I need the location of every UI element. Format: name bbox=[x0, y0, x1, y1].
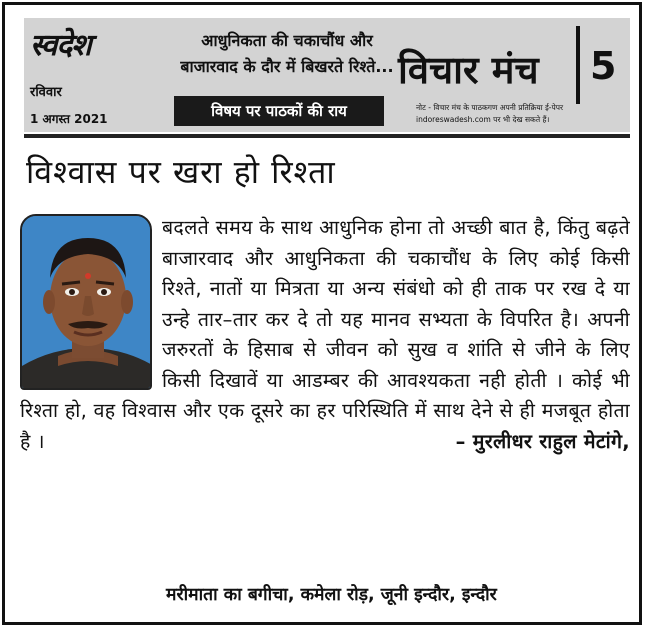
headline-line-1: आधुनिकता की चकाचौंध और bbox=[201, 31, 373, 50]
page-number: 5 bbox=[590, 44, 617, 88]
article-body bbox=[20, 213, 630, 457]
article-text: बदलते समय के साथ आधुनिक होना तो अच्छी बात है, किंतु बढ़ते बाजारवाद और आधुनिकता की चकाचौंध के लिए कोई किसी रिश्ते, नातों या मित्रता या अन्य संबंधो को ही ताक पर रख दे या उन्हे तार–तार कर दे तो यह मानव सभ्यता के विपरित है। अपनी जरुरतों के हिसाब से जीवन को सुख व शांति से जीने के लिए किसी दिखावें या आडम्बर की आवश्यकता नही होती । कोई भी रिश्ता हो, वह विश्वास और एक दूसरे का हर परिस्थिति में साथ देने से ही मजबूत होता है । bbox=[20, 216, 630, 453]
day-label: रविवार bbox=[30, 85, 62, 100]
date-label: 1 अगस्त 2021 bbox=[30, 112, 108, 126]
newspaper-logo: स्वदेश bbox=[30, 28, 91, 63]
note-line-2: indoreswadesh.com पर भी देख सकते हैं। bbox=[416, 115, 550, 124]
author-name: – मुरलीधर राहुल मेटांगे, bbox=[455, 429, 630, 453]
section-title: विचार मंच bbox=[398, 48, 539, 92]
headline-line-2: बाजारवाद के दौर में बिखरते रिश्ते... bbox=[180, 57, 394, 76]
author-address: मरीमाता का बगीचा, कमेला रोड़, जूनी इन्दौर, इन्दौर bbox=[166, 585, 497, 605]
title-divider bbox=[576, 26, 580, 104]
header-rule bbox=[24, 134, 630, 138]
masthead bbox=[24, 18, 630, 132]
photo-spacer bbox=[20, 213, 162, 393]
article-title: विश्वास पर खरा हो रिश्ता bbox=[26, 153, 336, 191]
topic-headline bbox=[172, 28, 402, 80]
topic-box: विषय पर पाठकों की राय bbox=[174, 96, 384, 126]
note-text bbox=[416, 102, 626, 126]
note-line-1: नोट - विचार मंच के पाठकगण अपनी प्रतिक्रिया ई-पेपर bbox=[416, 103, 564, 112]
